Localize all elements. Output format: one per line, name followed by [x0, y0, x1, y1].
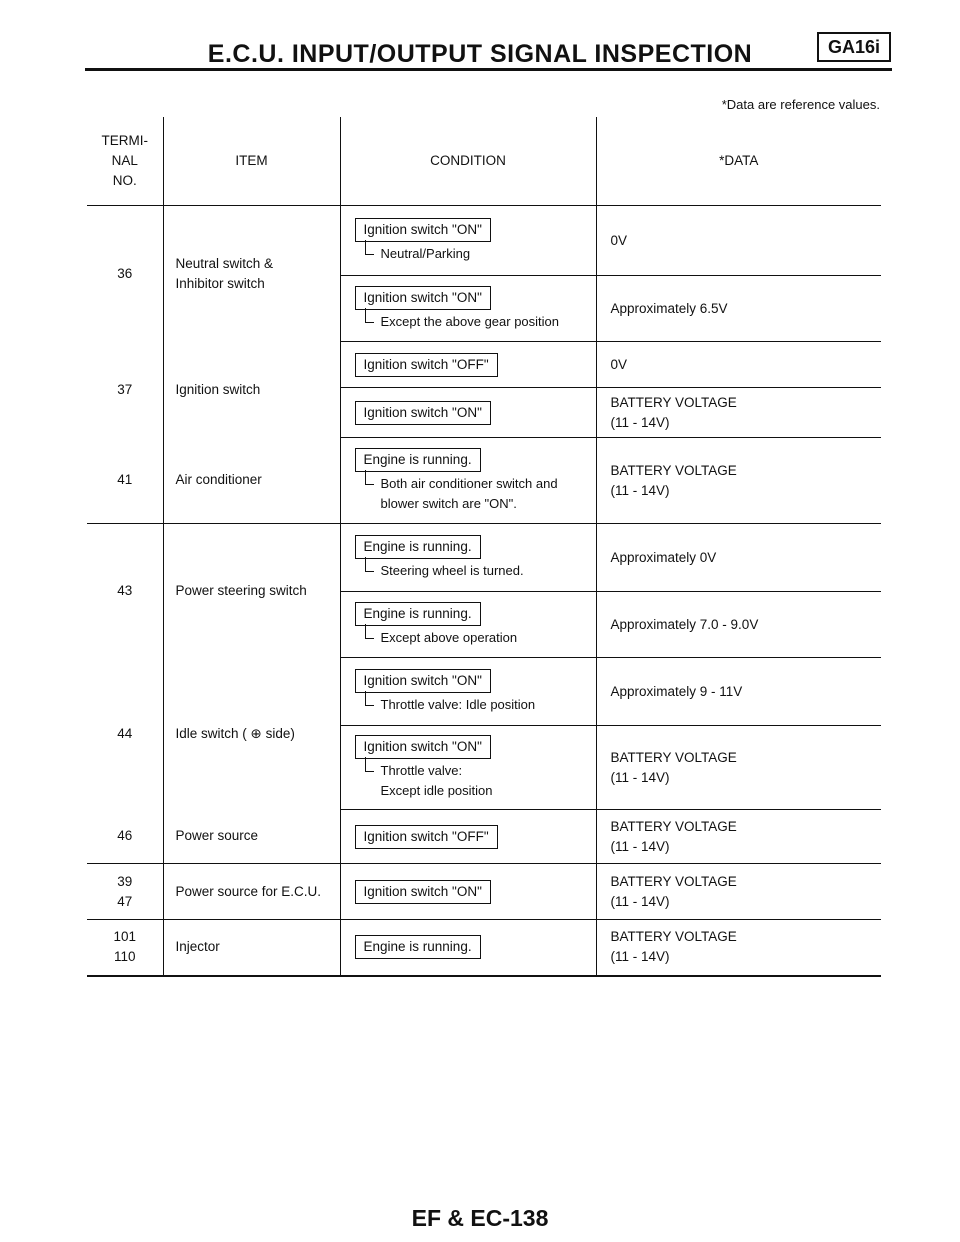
item-cell	[163, 810, 340, 864]
table-row	[87, 810, 881, 864]
item-text: Injector	[175, 939, 220, 955]
sub-condition-line: Steering wheel is turned.	[380, 562, 524, 578]
table-row	[87, 658, 881, 726]
condition	[355, 880, 491, 904]
sub-condition-line: Neutral/Parking	[380, 245, 471, 261]
item-text: Inhibitor switch	[175, 275, 265, 291]
terminal-cell	[87, 864, 163, 920]
terminal-cell	[87, 810, 163, 864]
condition-box: Ignition switch "ON"	[355, 401, 491, 425]
terminal-number: 101	[113, 929, 137, 945]
condition-cell	[340, 810, 596, 864]
sub-condition-line: Throttle valve:	[380, 762, 463, 778]
sub-condition	[365, 628, 518, 648]
condition	[355, 825, 498, 849]
data-cell	[596, 438, 881, 524]
header-row	[87, 117, 881, 206]
terminal-cell	[87, 524, 163, 658]
sub-condition-line: Except above operation	[380, 629, 518, 645]
item-text: Power steering switch	[175, 582, 307, 598]
terminal-number: 41	[117, 472, 133, 488]
sub-condition	[365, 474, 558, 514]
page-title: E.C.U. INPUT/OUTPUT SIGNAL INSPECTION	[207, 40, 753, 68]
condition-box: Ignition switch "ON"	[355, 669, 491, 693]
data-value: (11 - 14V)	[610, 949, 670, 965]
page-footer: EF & EC-138	[411, 1205, 549, 1231]
header-terminal-line2: NAL	[111, 153, 138, 168]
table-body	[87, 206, 881, 976]
data-value: Approximately 9 - 11V	[610, 683, 743, 699]
item-cell	[163, 864, 340, 920]
condition-box: Engine is running.	[355, 448, 481, 472]
condition	[355, 286, 560, 332]
condition-cell	[340, 524, 596, 592]
data-cell	[596, 864, 881, 920]
table-row	[87, 864, 881, 920]
condition-cell	[340, 206, 596, 276]
table-row	[87, 920, 881, 976]
sub-condition-line: Except idle position	[380, 782, 493, 798]
condition-cell	[340, 658, 596, 726]
item-cell	[163, 524, 340, 658]
condition-cell	[340, 276, 596, 342]
condition	[355, 535, 524, 581]
condition	[355, 735, 493, 801]
sub-condition-line: Both air conditioner switch and	[380, 475, 558, 491]
table-row	[87, 524, 881, 592]
data-value: Approximately 6.5V	[610, 300, 728, 316]
data-value: (11 - 14V)	[610, 414, 670, 430]
data-value: BATTERY VOLTAGE	[610, 462, 737, 478]
condition	[355, 401, 491, 425]
terminal-cell	[87, 658, 163, 810]
condition	[355, 353, 498, 377]
item-cell	[163, 438, 340, 524]
table-row	[87, 342, 881, 388]
data-cell	[596, 206, 881, 276]
data-value: Approximately 7.0 - 9.0V	[610, 616, 759, 632]
condition-cell	[340, 920, 596, 976]
data-cell	[596, 592, 881, 658]
data-value: BATTERY VOLTAGE	[610, 929, 737, 945]
data-value: BATTERY VOLTAGE	[610, 818, 737, 834]
condition-box: Ignition switch "ON"	[355, 286, 491, 310]
reference-note: *Data are reference values.	[721, 97, 880, 112]
condition	[355, 669, 536, 715]
condition-cell	[340, 438, 596, 524]
condition-box: Engine is running.	[355, 602, 481, 626]
item-text: Power source for E.C.U.	[175, 883, 322, 899]
data-value: (11 - 14V)	[610, 482, 670, 498]
condition-cell	[340, 864, 596, 920]
item-cell	[163, 658, 340, 810]
data-cell	[596, 726, 881, 810]
data-cell	[596, 388, 881, 438]
header-condition: CONDITION	[340, 117, 596, 206]
terminal-cell	[87, 438, 163, 524]
condition-box: Engine is running.	[355, 535, 481, 559]
terminal-number: 110	[113, 949, 136, 965]
sub-condition-line: Throttle valve: Idle position	[380, 696, 536, 712]
data-value: BATTERY VOLTAGE	[610, 394, 737, 410]
condition-cell	[340, 726, 596, 810]
data-cell	[596, 276, 881, 342]
signal-inspection-table	[87, 117, 881, 977]
header-terminal-line3: NO.	[112, 173, 137, 188]
terminal-number: 37	[117, 381, 133, 397]
engine-code-badge: GA16i	[817, 32, 891, 62]
data-value: BATTERY VOLTAGE	[610, 749, 737, 765]
item-cell	[163, 206, 340, 342]
condition	[355, 218, 491, 264]
item-text: Idle switch ( ⊕ side)	[175, 725, 295, 741]
condition-box: Ignition switch "ON"	[355, 735, 491, 759]
header-terminal-line1: TERMI-	[101, 133, 148, 148]
item-cell	[163, 920, 340, 976]
condition-box: Ignition switch "OFF"	[355, 353, 498, 377]
data-value: (11 - 14V)	[610, 893, 670, 909]
condition-box: Ignition switch "ON"	[355, 880, 491, 904]
terminal-cell	[87, 206, 163, 342]
terminal-number: 47	[117, 893, 133, 909]
table-row	[87, 206, 881, 276]
terminal-number: 36	[117, 265, 133, 281]
item-text: Air conditioner	[175, 472, 262, 488]
table-row	[87, 438, 881, 524]
terminal-number: 43	[117, 582, 133, 598]
condition	[355, 602, 518, 648]
condition-cell	[340, 388, 596, 438]
header-terminal	[87, 117, 163, 206]
condition-cell	[340, 592, 596, 658]
sub-condition-line: Except the above gear position	[380, 313, 560, 329]
header-data: *DATA	[596, 117, 881, 206]
data-value: (11 - 14V)	[610, 769, 670, 785]
sub-condition	[365, 695, 536, 715]
item-cell	[163, 342, 340, 438]
terminal-cell	[87, 342, 163, 438]
terminal-number: 46	[117, 828, 133, 844]
condition-cell	[340, 342, 596, 388]
condition-box: Ignition switch "ON"	[355, 218, 491, 242]
condition-box: Engine is running.	[355, 935, 481, 959]
sub-condition	[365, 561, 524, 581]
data-cell	[596, 524, 881, 592]
data-value: 0V	[610, 232, 628, 248]
data-cell	[596, 920, 881, 976]
title-rule	[85, 68, 892, 71]
sub-condition	[365, 761, 493, 801]
condition	[355, 935, 481, 959]
data-value: BATTERY VOLTAGE	[610, 873, 737, 889]
terminal-number: 44	[117, 725, 133, 741]
data-value: 0V	[610, 356, 628, 372]
sub-condition	[365, 244, 491, 264]
header-item: ITEM	[163, 117, 340, 206]
item-text: Neutral switch &	[175, 255, 274, 271]
condition	[355, 448, 558, 514]
item-text: Ignition switch	[175, 381, 261, 397]
sub-condition-line: blower switch are "ON".	[380, 495, 517, 511]
terminal-number: 39	[117, 873, 133, 889]
data-value: Approximately 0V	[610, 549, 717, 565]
item-text: Power source	[175, 828, 259, 844]
terminal-cell	[87, 920, 163, 976]
data-cell	[596, 658, 881, 726]
data-cell	[596, 342, 881, 388]
data-value: (11 - 14V)	[610, 838, 670, 854]
data-cell	[596, 810, 881, 864]
sub-condition	[365, 312, 560, 332]
condition-box: Ignition switch "OFF"	[355, 825, 498, 849]
